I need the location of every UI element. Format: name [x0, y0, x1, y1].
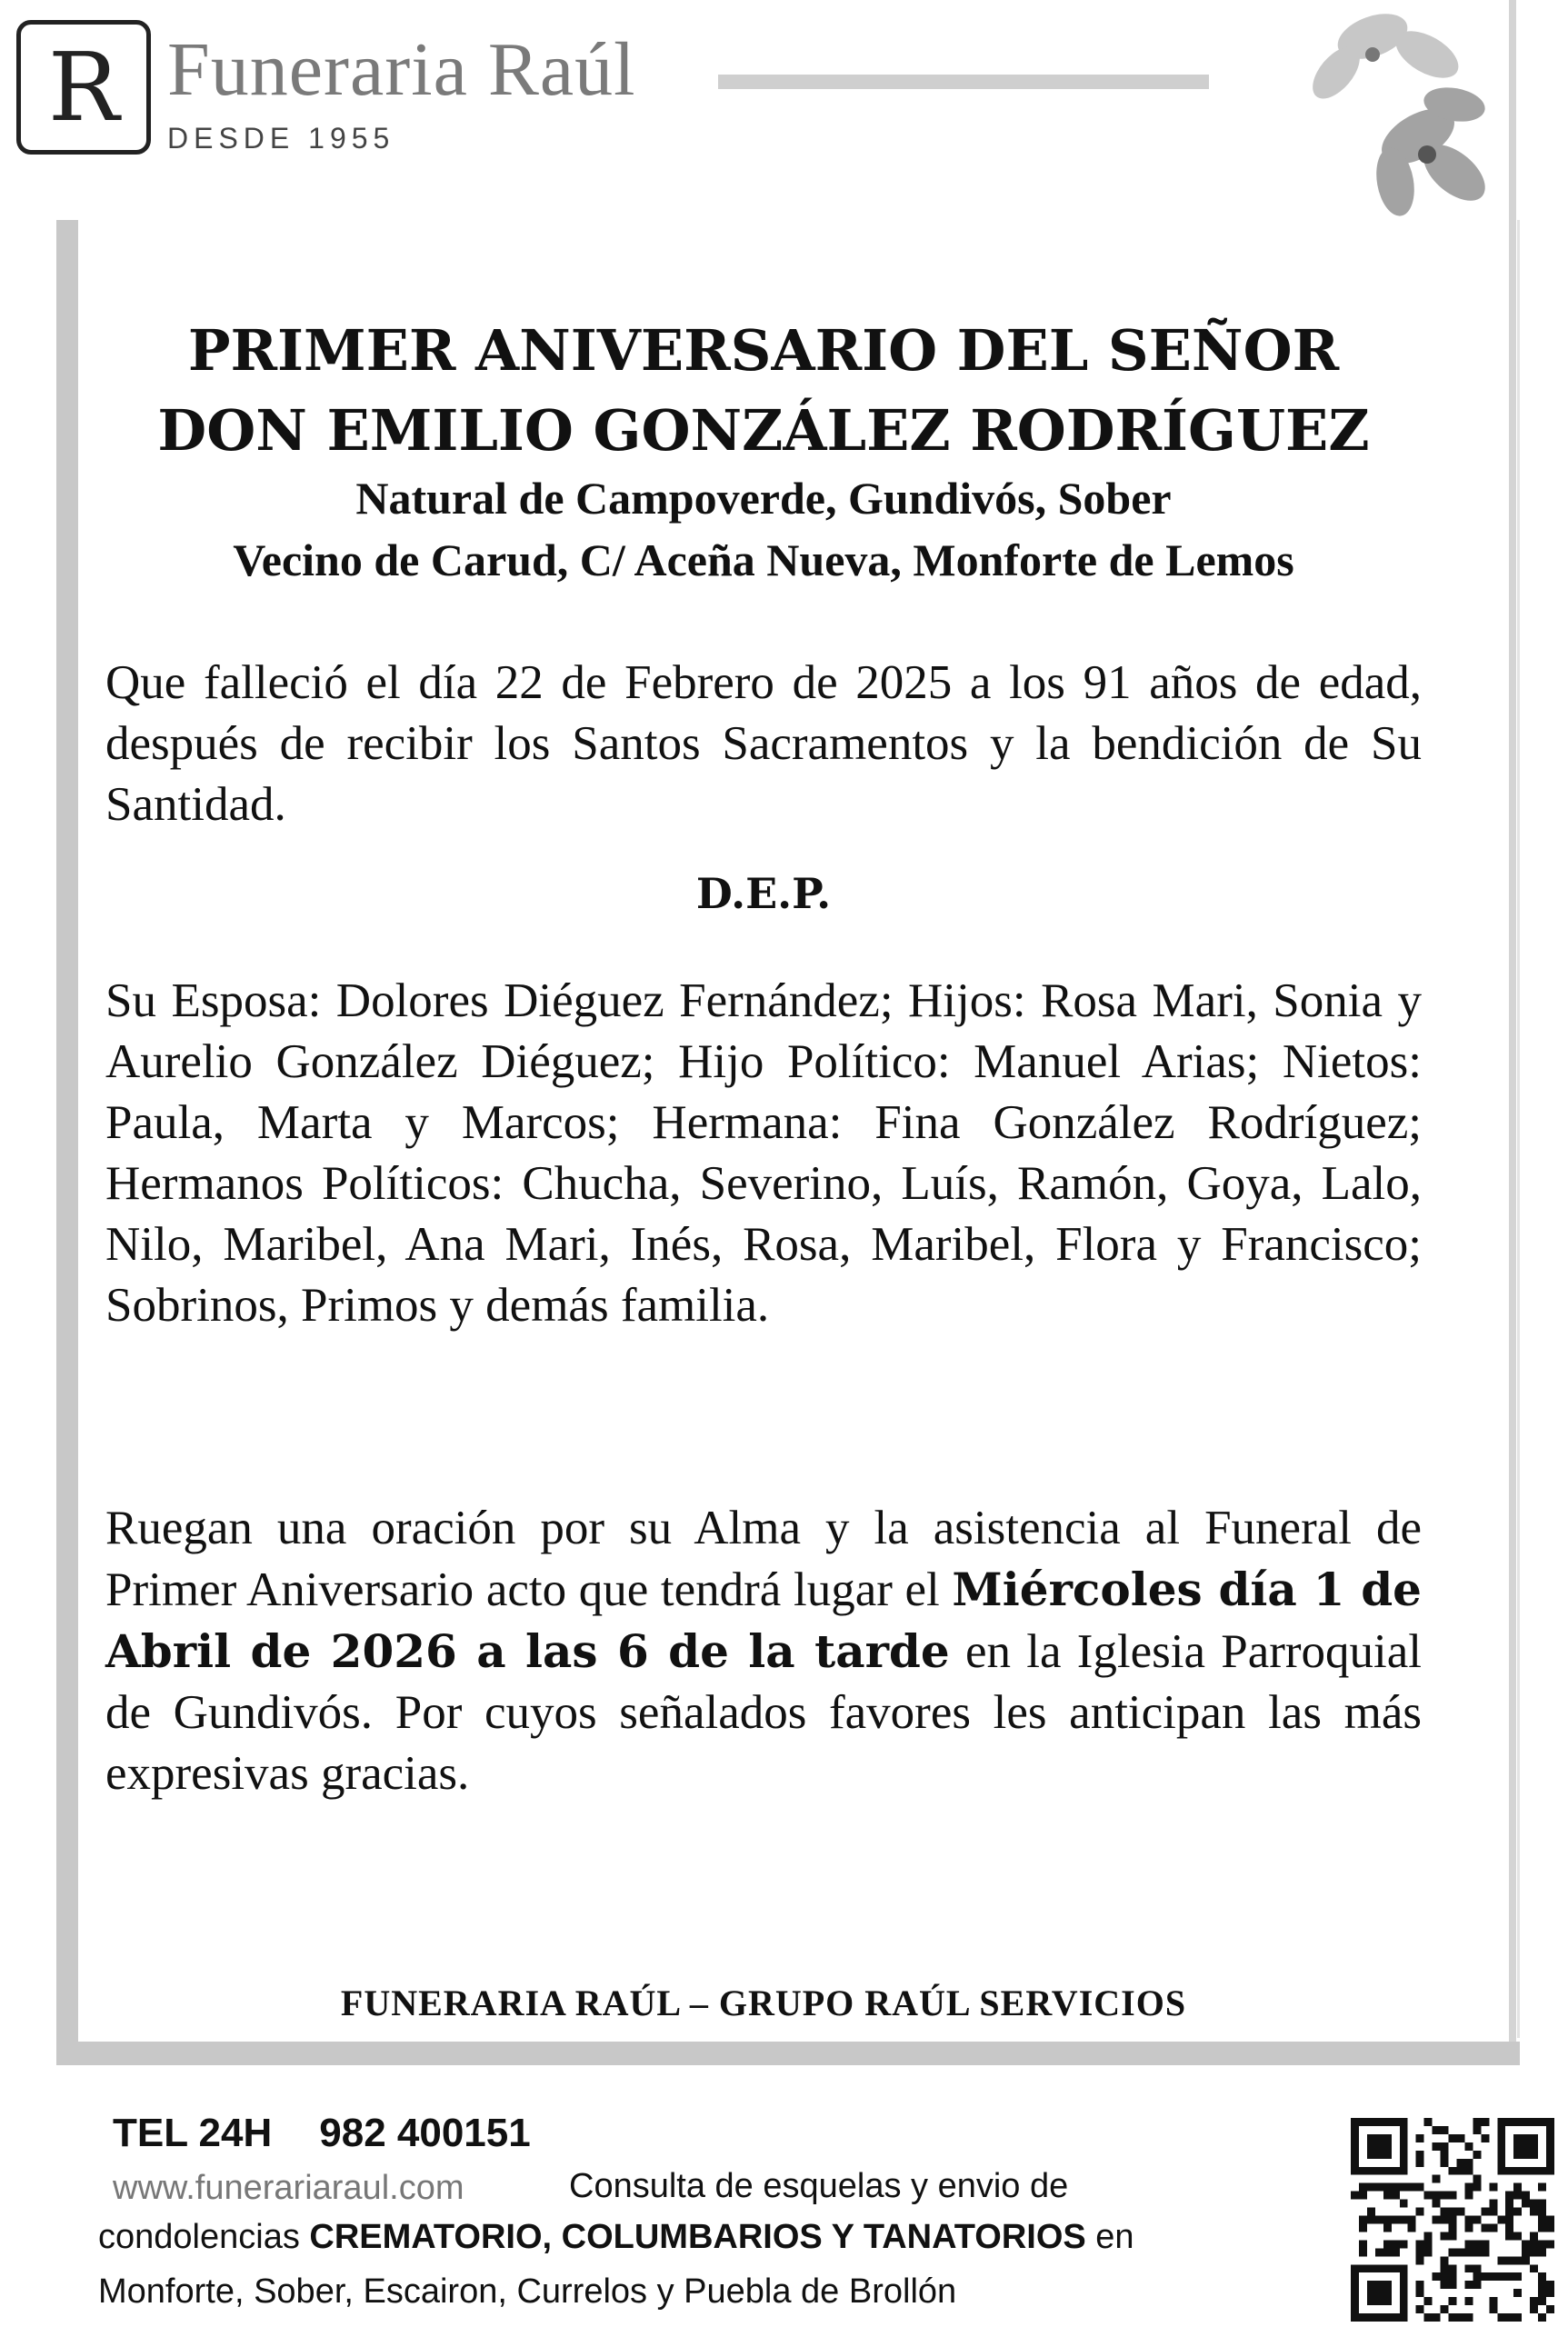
logo-letter: R: [47, 32, 120, 143]
notice-title: [64, 311, 1463, 471]
brand-name: Funeraria Raúl: [167, 27, 636, 112]
header-divider: [718, 75, 1209, 89]
funeral-outro: en la Iglesia Parroquial de Gundivós. Por cuyos señalados favores les anticipan las más expresivas gracias.: [105, 1625, 1423, 1800]
locations-line: Monforte, Sober, Escairon, Currelos y Puebla de Brollón: [98, 2272, 957, 2311]
flowers-icon: [1236, 0, 1509, 227]
origin-line: Natural de Campoverde, Gundivós, Sober: [355, 473, 1172, 524]
death-paragraph: Que falleció el día 22 de Febrero de 2025 a los 91 años de edad, después de recibir los Santos Sacramentos y la bendición de Su Santidad.: [105, 656, 1422, 831]
services-bold: CREMATORIO, COLUMBARIOS Y TANATORIOS: [309, 2218, 1086, 2256]
funeral-paragraph: [105, 1498, 1422, 1804]
services-prefix: condolencias: [98, 2218, 310, 2256]
family-paragraph: Su Esposa: Dolores Diéguez Fernández; Hijos: Rosa Mari, Sonia y Aurelio González Diéguez; Hijo Político: Manuel Arias; Nietos: Paula, Marta y Marcos; Hermana: Fina González Rodríguez; Hermanos Políticos: Chucha, Severino, Luís, Ramón, Goya, Lalo, Nilo, Maribel, Ana Mari, Inés, Rosa, Maribel, Flora y Francisco; Sobrinos, Primos y demás familia.: [105, 974, 1422, 1332]
tel-label: TEL 24H: [113, 2111, 273, 2155]
frame-bottom-border: [56, 2042, 1520, 2065]
contact-line: [113, 2111, 531, 2156]
closing-signature: FUNERARIA RAÚL – GRUPO RAÚL SERVICIOS: [340, 1982, 1187, 2023]
funeral-datetime: Miércoles día 1 de Abril de 2026 a las 6 de la tarde: [105, 1563, 1422, 1678]
title-line-1: PRIMER ANIVERSARIO DEL SEÑOR: [187, 317, 1340, 384]
services-line: [98, 2218, 1134, 2257]
tel-number: 982 400151: [319, 2111, 531, 2155]
services-suffix: en: [1085, 2218, 1134, 2256]
qr-code-icon[interactable]: [1349, 2118, 1556, 2322]
funeral-intro: Ruegan una oración por su Alma y la asistencia al Funeral de Primer Aniversario acto que tendrá lugar el: [105, 1502, 1422, 1616]
consult-text: Consulta de esquelas y envio de: [569, 2167, 1069, 2205]
title-line-2: DON EMILIO GONZÁLEZ RODRÍGUEZ: [157, 397, 1370, 464]
dep-heading: D.E.P.: [695, 869, 832, 918]
brand-since: DESDE 1955: [167, 122, 395, 155]
notice-subtitle: [64, 467, 1463, 591]
website-link[interactable]: www.funerariaraul.com: [113, 2169, 464, 2207]
logo-icon: [16, 20, 151, 155]
residence-line: Vecino de Carud, C/ Aceña Nueva, Monforte de Lemos: [233, 534, 1294, 585]
